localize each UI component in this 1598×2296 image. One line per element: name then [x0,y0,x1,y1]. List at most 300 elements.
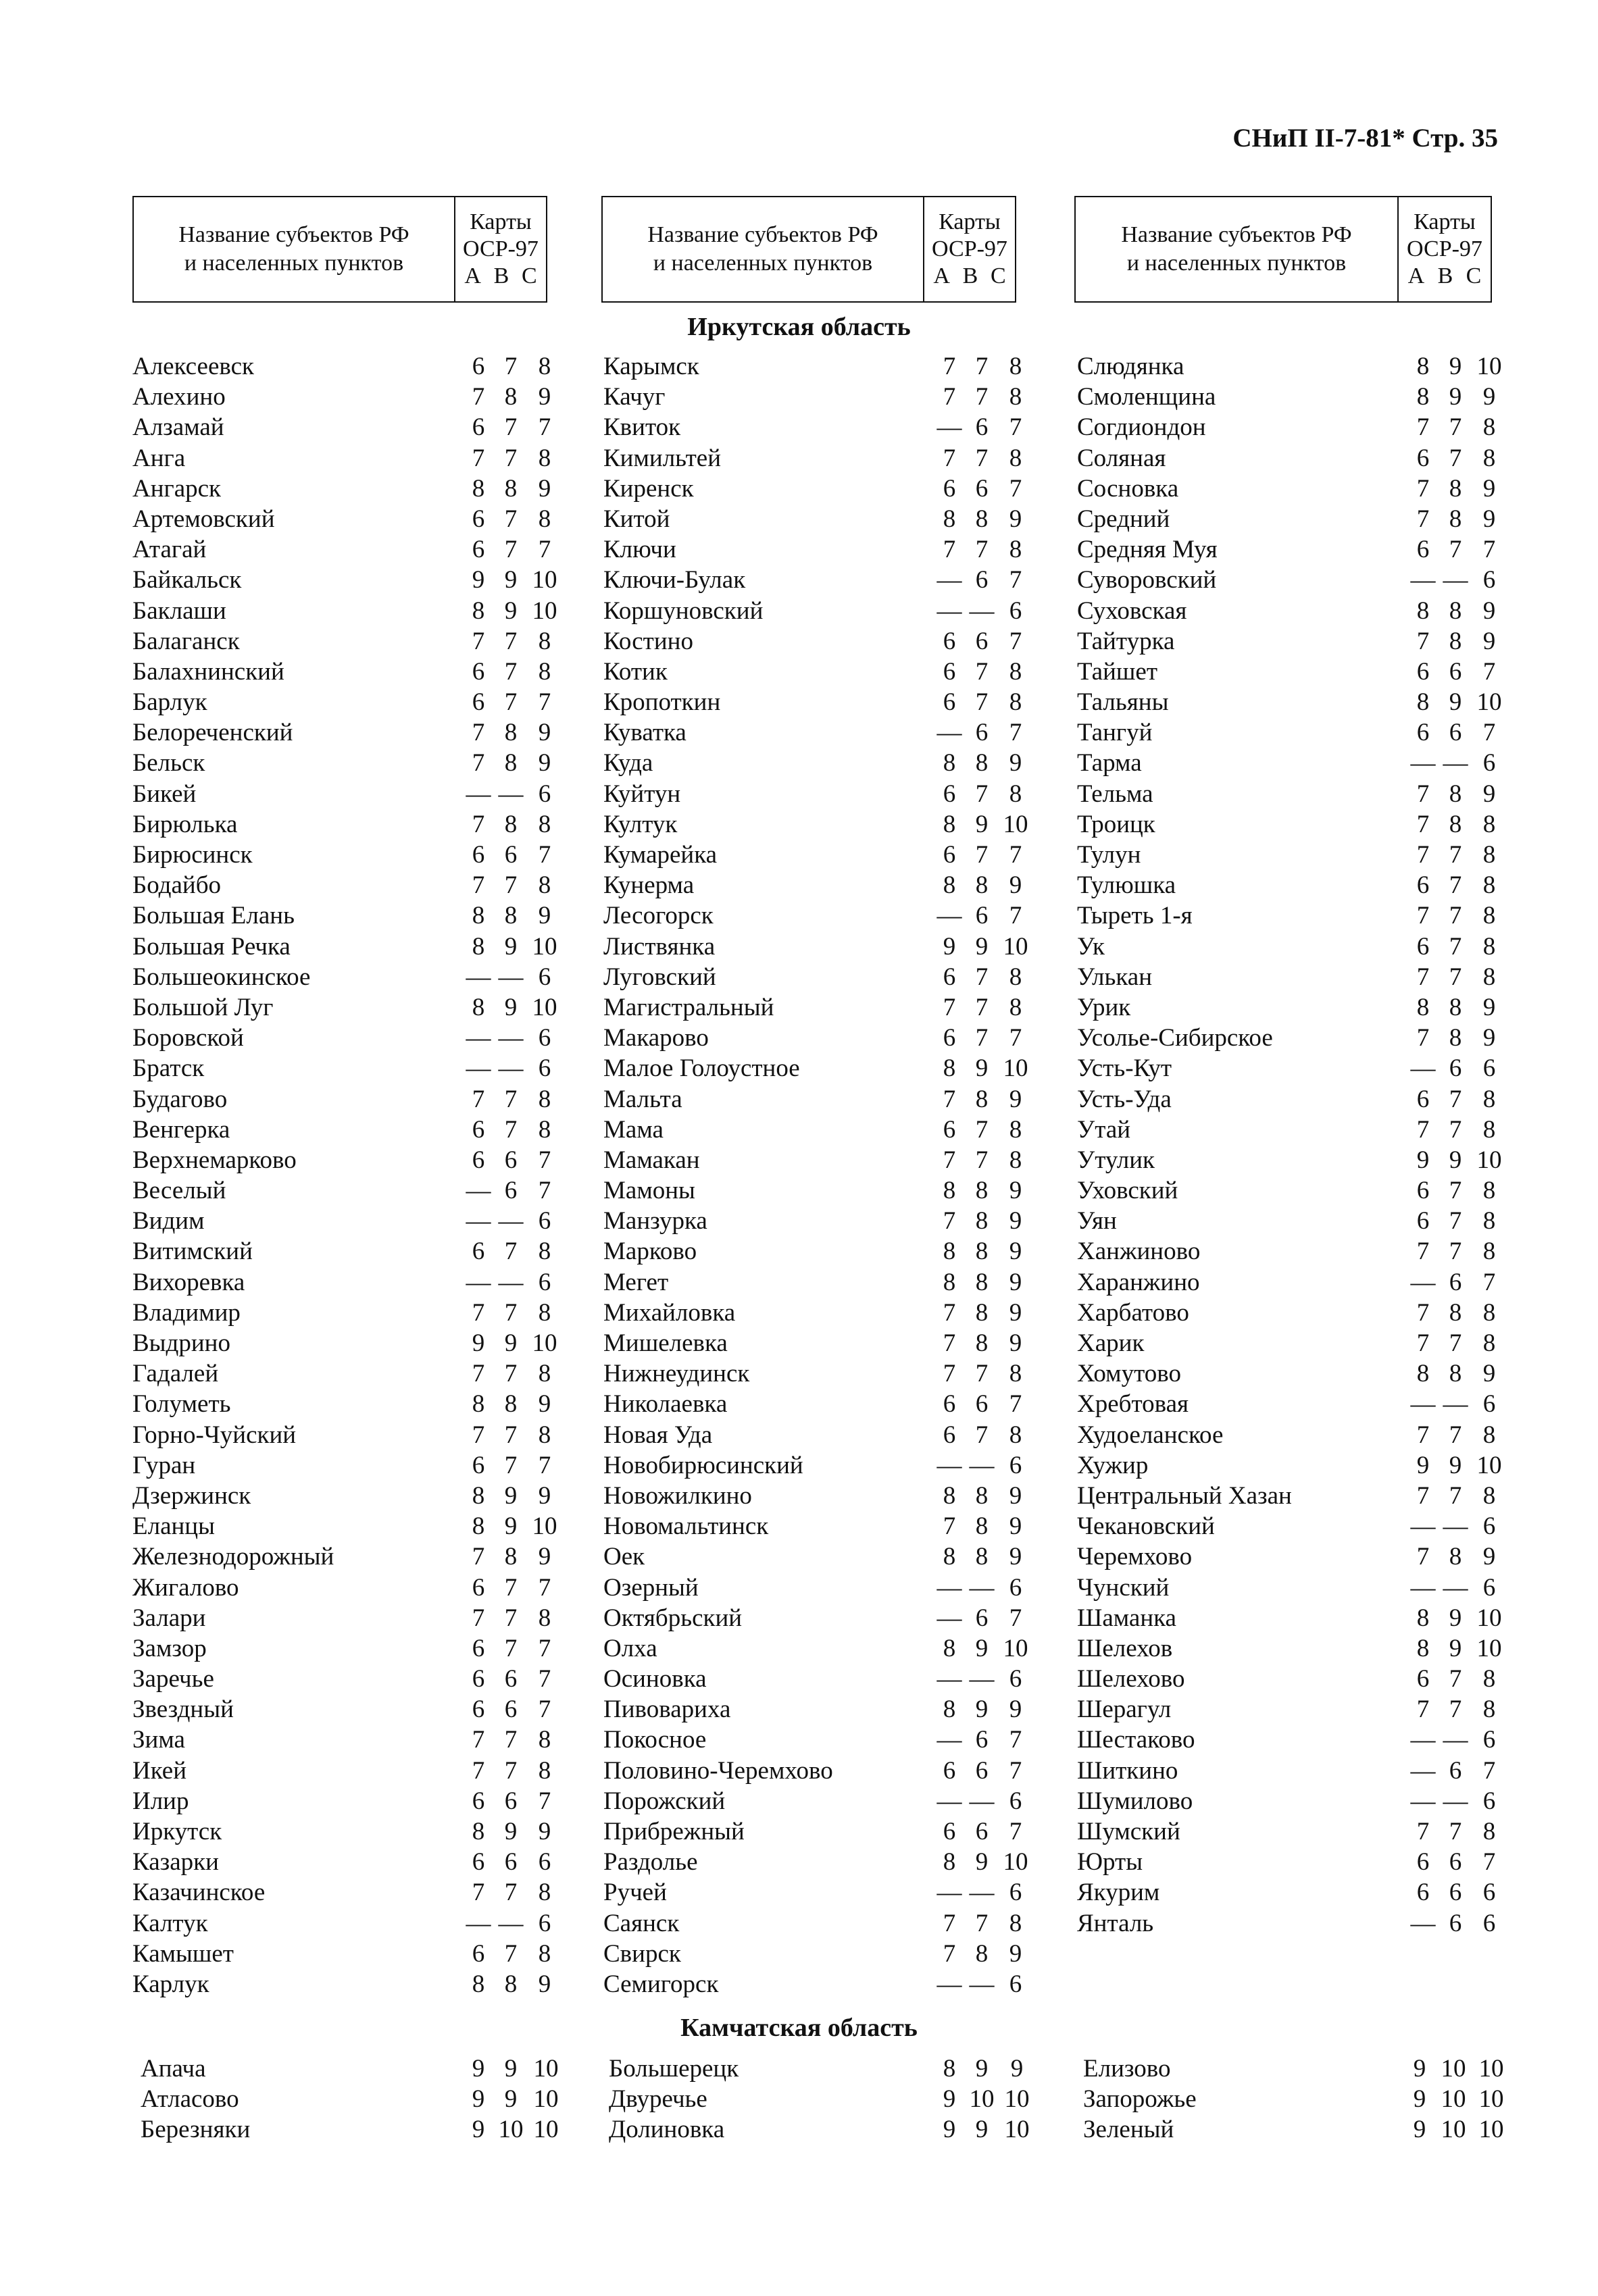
intensity-b: 8 [504,719,518,747]
settlement-name: Михайловка [603,1298,736,1327]
settlement-name: Ханжиново [1077,1238,1201,1266]
irkutsk-column-1 [132,351,565,1999]
settlement-name: Кропоткин [603,688,721,717]
intensity-a: 6 [1416,1207,1430,1235]
intensity-c: 6 [538,1024,551,1052]
settlement-name: Куватка [603,719,686,747]
intensity-c: 8 [1009,1115,1022,1144]
settlement-name: Харбатово [1077,1298,1189,1327]
settlement-name: Мальта [603,1085,682,1113]
intensity-b: — [498,1054,524,1083]
intensity-a: 7 [472,444,485,472]
intensity-a: 7 [472,383,485,411]
table-row [132,1115,565,1145]
table-row [132,840,565,870]
intensity-c: 9 [1482,1024,1496,1052]
settlement-name: Куда [603,749,653,777]
intensity-a: 8 [472,1818,485,1845]
intensity-a: — [937,1604,962,1632]
intensity-a: — [1410,1390,1436,1419]
table-row [1077,626,1509,657]
table-row [1077,1694,1509,1725]
settlement-name: Балаганск [132,627,240,655]
intensity-b: 8 [1449,596,1462,625]
intensity-a: 6 [472,1695,485,1724]
intensity-c: 7 [538,841,551,869]
intensity-b: 6 [504,841,518,869]
intensity-c: 7 [538,1634,551,1662]
settlement-name: Ключи-Булак [603,566,746,594]
settlement-name: Черемхово [1077,1543,1193,1571]
intensity-b: 9 [975,810,989,838]
table-row [1077,779,1509,809]
settlement-name: Новая Уда [603,1421,713,1449]
intensity-a: 7 [943,353,956,380]
intensity-c: 7 [1482,719,1496,747]
intensity-a: 6 [472,1115,485,1144]
intensity-c: 9 [1009,1329,1022,1357]
irkutsk-column-2 [603,351,1036,1999]
intensity-c: 8 [1482,810,1496,838]
table-row [1077,1420,1509,1450]
intensity-a: 6 [472,413,485,442]
intensity-c: 10 [533,2116,559,2144]
intensity-a: 7 [1416,627,1430,655]
settlement-name: Порожский [603,1787,726,1815]
table-row [603,1175,1036,1206]
intensity-a: 7 [472,1298,485,1327]
intensity-a: 8 [943,505,956,533]
intensity-a: 7 [472,1604,485,1632]
table-row [603,748,1036,778]
intensity-a: 7 [943,1085,956,1113]
intensity-a: 8 [472,1970,485,1998]
intensity-c: 10 [1476,1451,1502,1479]
table-row [603,1633,1036,1664]
intensity-c: 8 [538,627,551,655]
intensity-c: 9 [1009,1512,1022,1541]
intensity-b: 8 [1449,1298,1462,1327]
table-row [1077,1877,1509,1908]
table-row [132,1969,565,1999]
intensity-a: — [1410,749,1436,777]
intensity-c: 7 [1009,1818,1022,1845]
intensity-b: 9 [1449,1146,1462,1174]
settlement-name: Янталь [1077,1909,1154,1937]
intensity-a: 7 [1416,1421,1430,1449]
intensity-b: 6 [504,1848,518,1877]
intensity-b: 7 [975,1024,989,1052]
intensity-c: 6 [1482,1573,1496,1602]
table-row [132,1541,565,1572]
table-row [1077,1725,1509,1755]
intensity-a: 6 [1416,1879,1430,1907]
header-col-b: B [1437,263,1453,288]
intensity-a: 7 [1416,902,1430,930]
intensity-b: 8 [975,505,989,533]
table-row [603,809,1036,840]
table-row [1077,596,1509,626]
intensity-b: 9 [1449,353,1462,380]
intensity-b: — [969,1573,995,1602]
intensity-c: 9 [1482,780,1496,808]
intensity-b: — [969,1665,995,1693]
intensity-a: — [466,1268,491,1296]
intensity-a: 7 [472,1726,485,1754]
settlement-name: Кумарейка [603,841,718,869]
settlement-name: Олха [603,1634,657,1662]
intensity-c: 10 [1478,2116,1504,2144]
intensity-c: 8 [1482,932,1496,961]
intensity-b: 7 [504,353,518,380]
table-row [1077,717,1509,748]
intensity-c: 8 [1009,1909,1022,1937]
intensity-b: 8 [1449,1543,1462,1571]
intensity-c: 6 [1482,1726,1496,1754]
settlement-name: Звездный [132,1695,234,1724]
intensity-b: 8 [975,1329,989,1357]
settlement-name: Согдиондон [1077,413,1206,442]
intensity-c: 7 [538,1787,551,1815]
table-row [603,1786,1036,1816]
intensity-a: — [1410,1909,1436,1937]
intensity-a: 8 [472,596,485,625]
intensity-a: 6 [472,536,485,564]
table-row [1077,992,1509,1023]
intensity-c: 6 [1009,1879,1022,1907]
intensity-a: 7 [1416,841,1430,869]
intensity-b: 6 [975,627,989,655]
settlement-name: Бикей [132,780,197,808]
intensity-b: 9 [1449,1634,1462,1662]
intensity-a: 7 [1416,963,1430,991]
intensity-c: 6 [1482,566,1496,594]
intensity-a: 9 [1416,1451,1430,1479]
intensity-a: — [937,596,962,625]
settlement-name: Гуран [132,1451,196,1479]
settlement-name: Озерный [603,1573,699,1602]
settlement-name: Шестаково [1077,1726,1195,1754]
settlement-name: Березняки [141,2116,251,2144]
header-maps-line2: ОСР-97 [932,236,1007,261]
intensity-a: 7 [943,1512,956,1541]
intensity-b: — [498,1207,524,1235]
intensity-a: — [937,1879,962,1907]
intensity-b: 9 [504,1512,518,1541]
settlement-name: Юрты [1077,1848,1143,1877]
intensity-b: 9 [504,1329,518,1357]
intensity-a: 8 [1416,596,1430,625]
intensity-b: — [1443,1787,1468,1815]
settlement-name: Венгерка [132,1115,230,1144]
table-row [1077,870,1509,900]
intensity-a: 8 [943,1634,956,1662]
intensity-c: 7 [538,688,551,717]
intensity-c: 7 [538,536,551,564]
table-row [603,1877,1036,1908]
intensity-a: 8 [472,1512,485,1541]
settlement-name: Выдрино [132,1329,230,1357]
intensity-b: — [969,1787,995,1815]
settlement-name: Манзурка [603,1207,707,1235]
settlement-name: Хребтовая [1077,1390,1189,1419]
intensity-b: 7 [1449,444,1462,472]
intensity-c: 8 [1009,688,1022,717]
intensity-b: 8 [504,810,518,838]
intensity-b: 10 [1441,2055,1466,2083]
settlement-name: Урик [1077,993,1131,1021]
table-row [603,504,1036,534]
intensity-a: 6 [943,780,956,808]
settlement-name: Большой Луг [132,993,274,1021]
intensity-a: 9 [472,566,485,594]
settlement-name: Верхнемарково [132,1146,297,1174]
settlement-name: Харик [1077,1329,1145,1357]
table-row [1083,2053,1516,2084]
intensity-c: 6 [1482,1909,1496,1937]
table-row [603,1694,1036,1725]
table-row [1077,351,1509,382]
table-row [1077,932,1509,962]
intensity-b: 6 [975,413,989,442]
intensity-a: 6 [1416,1848,1430,1877]
intensity-a: — [466,1024,491,1052]
settlement-name: Свирск [603,1939,681,1968]
settlement-name: Николаевка [603,1390,728,1419]
table-row [603,779,1036,809]
table-row [132,1939,565,1969]
settlement-name: Тулун [1077,841,1141,869]
intensity-b: — [1443,1390,1468,1419]
settlement-name: Саянск [603,1909,680,1937]
settlement-name: Качуг [603,383,666,411]
settlement-name: Веселый [132,1177,226,1205]
settlement-name: Атласово [141,2085,239,2114]
settlement-name: Новожилкино [603,1481,752,1510]
table-row [141,2053,573,2084]
settlement-name: Ангарск [132,474,222,503]
intensity-a: 7 [472,1421,485,1449]
table-row [1077,1450,1509,1481]
intensity-b: 7 [1449,1818,1462,1845]
intensity-c: 10 [1476,1146,1502,1174]
intensity-a: 6 [472,657,485,686]
intensity-b: 7 [1449,932,1462,961]
table-row [603,1573,1036,1603]
intensity-a: 7 [472,1360,485,1388]
settlement-name: Якурим [1077,1879,1160,1907]
table-row [603,1847,1036,1877]
intensity-b: 9 [504,2085,518,2114]
table-row [132,1694,565,1725]
settlement-name: Дзержинск [132,1481,251,1510]
table-row [132,1267,565,1298]
table-row [1077,443,1509,474]
table-row [132,748,565,778]
settlement-name: Половино-Черемхово [603,1756,833,1785]
page-header: СНиП II-7-81* Стр. 35 [1232,124,1498,153]
intensity-c: 9 [538,383,551,411]
intensity-a: 6 [943,963,956,991]
intensity-b: 7 [504,444,518,472]
intensity-a: 8 [1416,688,1430,717]
intensity-c: 8 [1482,444,1496,472]
header-col-b: B [493,263,509,288]
settlement-name: Улькан [1077,963,1152,991]
settlement-name: Шиткино [1077,1756,1178,1785]
settlement-name: Атагай [132,536,207,564]
table-row [603,992,1036,1023]
intensity-a: — [466,1054,491,1083]
intensity-a: 6 [943,627,956,655]
intensity-c: 8 [1009,780,1022,808]
intensity-b: 7 [1449,1329,1462,1357]
header-name-line2: и населенных пунктов [1126,251,1347,276]
settlement-name: Витимский [132,1238,253,1266]
table-row [141,2114,573,2145]
intensity-c: 8 [1009,383,1022,411]
intensity-c: 8 [538,1115,551,1144]
table-row [1077,1175,1509,1206]
intensity-c: 8 [538,444,551,472]
intensity-b: 8 [975,1298,989,1327]
intensity-b: 7 [1449,1177,1462,1205]
intensity-c: 9 [1009,1268,1022,1296]
intensity-b: 6 [504,1177,518,1205]
intensity-c: 9 [1009,1207,1022,1235]
intensity-c: 7 [1009,1604,1022,1632]
intensity-b: — [498,1909,524,1937]
intensity-c: 10 [532,566,557,594]
intensity-b: 9 [504,1818,518,1845]
intensity-b: 7 [975,536,989,564]
intensity-c: 6 [1482,1787,1496,1815]
table-row [132,932,565,962]
intensity-b: 6 [975,1756,989,1785]
intensity-a: 8 [472,932,485,961]
settlement-name: Утулик [1077,1146,1155,1174]
settlement-name: Алексеевск [132,353,255,380]
intensity-b: 7 [975,353,989,380]
settlement-name: Усолье-Сибирское [1077,1024,1273,1052]
intensity-a: — [937,566,962,594]
settlement-name: Видим [132,1207,205,1235]
settlement-name: Еланцы [132,1512,215,1541]
intensity-c: 7 [538,413,551,442]
intensity-b: 7 [1449,841,1462,869]
table-row [1077,1206,1509,1236]
intensity-a: 8 [1416,353,1430,380]
intensity-a: 6 [943,657,956,686]
table-row [132,626,565,657]
table-row [1077,1236,1509,1267]
intensity-c: 8 [1482,1298,1496,1327]
settlement-name: Тарма [1077,749,1142,777]
table-row [603,962,1036,992]
intensity-c: 8 [1482,902,1496,930]
table-row [132,717,565,748]
intensity-a: 7 [943,1298,956,1327]
intensity-b: 9 [1449,1451,1462,1479]
intensity-b: 8 [975,1085,989,1113]
table-row [603,1267,1036,1298]
settlement-name: Котик [603,657,668,686]
settlement-name: Мамакан [603,1146,700,1174]
settlement-name: Мишелевка [603,1329,728,1357]
table-row [1077,504,1509,534]
intensity-c: 10 [533,2055,559,2083]
intensity-b: 6 [1449,719,1462,747]
intensity-a: 9 [1413,2116,1426,2144]
intensity-b: 8 [504,902,518,930]
settlement-name: Тайшет [1077,657,1157,686]
intensity-b: 9 [504,993,518,1021]
intensity-a: 7 [943,1939,956,1968]
header-name-line1: Название субъектов РФ [178,222,409,247]
table-row [603,1969,1036,1999]
table-row [1077,1481,1509,1511]
intensity-c: 8 [1482,841,1496,869]
table-row [603,932,1036,962]
intensity-b: 7 [504,688,518,717]
intensity-b: 7 [1449,536,1462,564]
intensity-b: — [1443,749,1468,777]
settlement-name: Большая Речка [132,932,291,961]
table-row [132,1633,565,1664]
intensity-a: 6 [1416,871,1430,900]
intensity-a: 6 [1416,1085,1430,1113]
intensity-b: 7 [504,1085,518,1113]
table-row [603,870,1036,900]
settlement-name: Листвянка [603,932,716,961]
intensity-c: 7 [538,1177,551,1205]
intensity-c: 6 [1009,1970,1022,1998]
intensity-c: 6 [538,1268,551,1296]
table-row [603,1816,1036,1847]
settlement-name: Большерецк [609,2055,739,2083]
table-row [132,1084,565,1115]
table-row [132,1358,565,1389]
settlement-name: Карлук [132,1970,209,1998]
table-row [132,1725,565,1755]
intensity-c: 8 [538,1879,551,1907]
intensity-b: — [1443,1726,1468,1754]
table-row [132,1420,565,1450]
intensity-c: 6 [538,1054,551,1083]
settlement-name: Шерагул [1077,1695,1172,1724]
table-row [1077,962,1509,992]
intensity-c: 9 [1009,1085,1022,1113]
intensity-a: 6 [472,1787,485,1815]
intensity-a: 7 [472,1879,485,1907]
intensity-b: 7 [1449,1695,1462,1724]
intensity-c: 9 [1482,1543,1496,1571]
intensity-b: — [969,1451,995,1479]
intensity-a: 6 [1416,932,1430,961]
settlement-name: Владимир [132,1298,241,1327]
intensity-b: 6 [1449,1268,1462,1296]
intensity-b: 9 [1449,688,1462,717]
header-col-a: A [464,263,481,288]
intensity-a: 7 [1416,1543,1430,1571]
intensity-a: 6 [1416,1665,1430,1693]
settlement-name: Китой [603,505,670,533]
table-row [132,1389,565,1419]
intensity-a: — [937,1970,962,1998]
settlement-name: Троицк [1077,810,1155,838]
intensity-a: 8 [943,810,956,838]
settlement-name: Казарки [132,1848,219,1877]
